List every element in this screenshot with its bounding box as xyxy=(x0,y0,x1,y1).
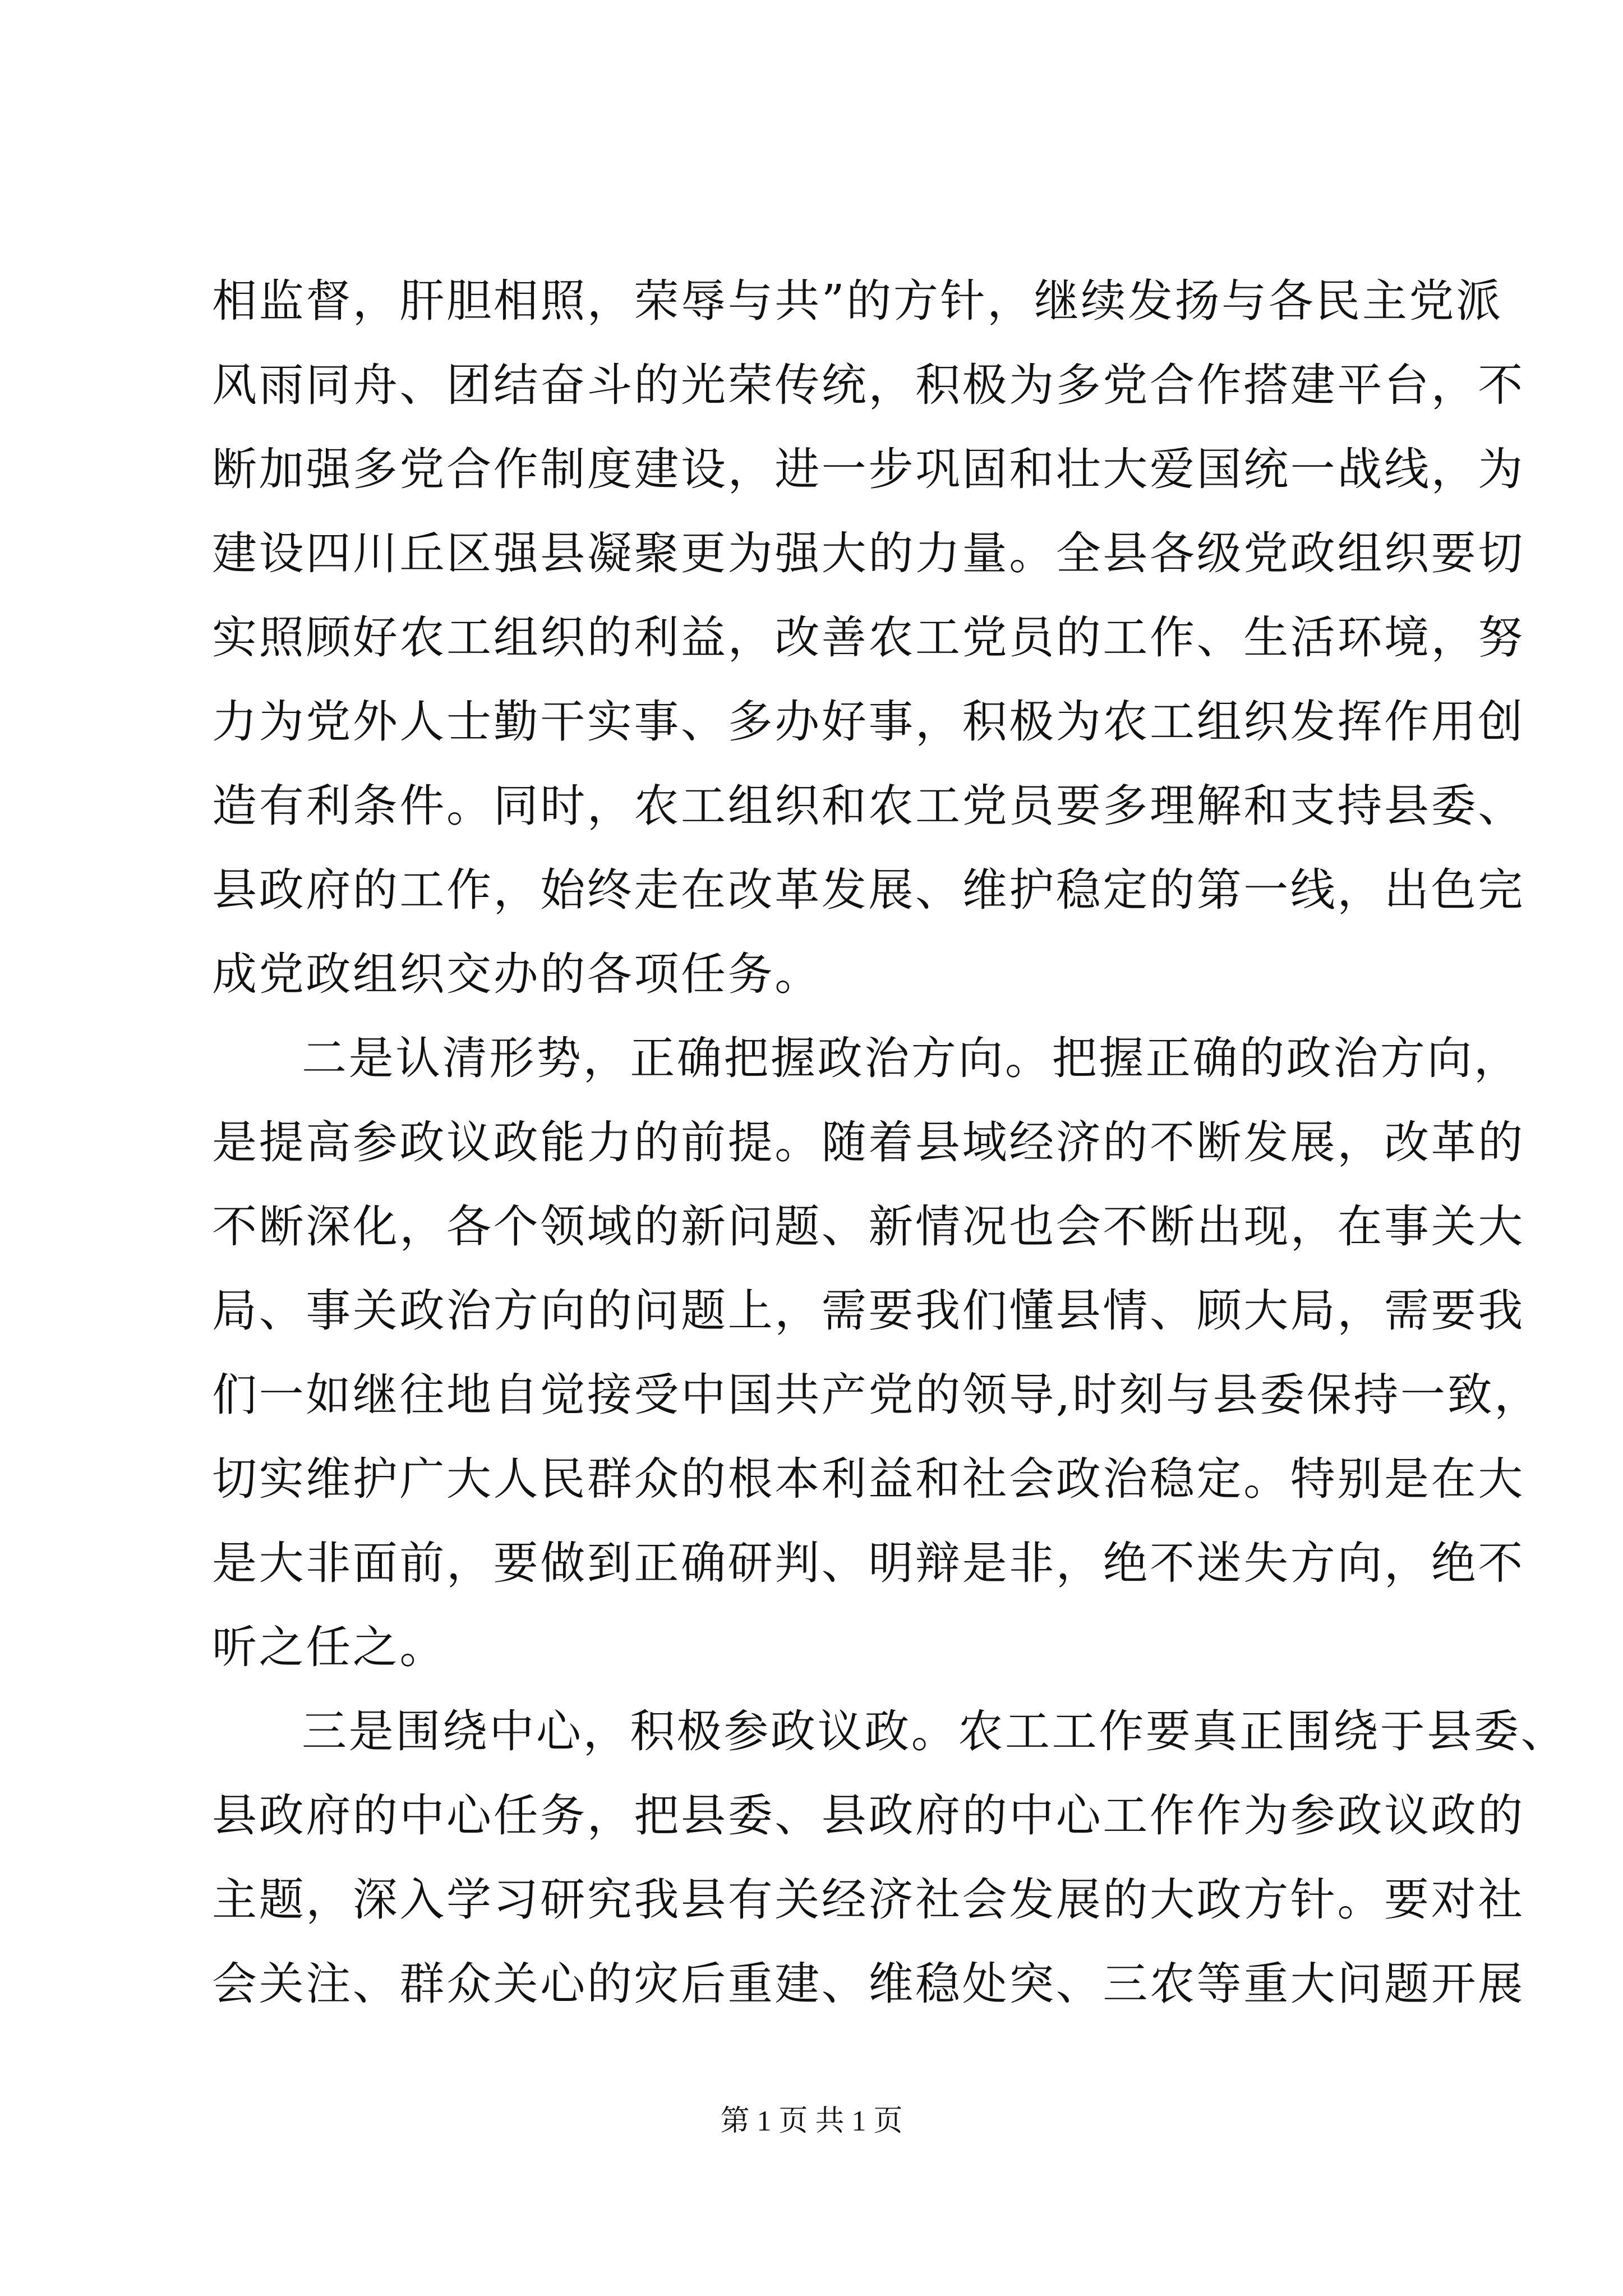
text-line: 实照顾好农工组织的利益，改善农工党员的工作、生活环境，努 xyxy=(212,611,1525,664)
text-line: 成党政组织交办的各项任务。 xyxy=(212,948,822,1000)
text-line: 县政府的中心任务，把县委、县政府的中心工作作为参政议政的 xyxy=(212,1789,1525,1842)
paragraph-political-direction xyxy=(212,1016,1541,1690)
text-line: 三是围绕中心，积极参政议政。农工工作要真正围绕于县委、 xyxy=(302,1705,1568,1757)
text-line: 造有利条件。同时，农工组织和农工党员要多理解和支持县委、 xyxy=(212,780,1525,832)
text-line: 听之任之。 xyxy=(212,1621,446,1673)
text-line: 断加强多党合作制度建设，进一步巩固和壮大爱国统一战线，为 xyxy=(212,443,1525,495)
document-body xyxy=(212,259,1568,2026)
text-line: 主题，深入学习研究我县有关经济社会发展的大政方针。要对社 xyxy=(212,1874,1525,1926)
text-line: 风雨同舟、团结奋斗的光荣传统，积极为多党合作搭建平台，不 xyxy=(212,359,1525,411)
text-line: 相监督，肝胆相照，荣辱与共”的方针，继续发扬与各民主党派 xyxy=(212,275,1503,327)
text-line: 是提高参政议政能力的前提。随着县域经济的不断发展，改革的 xyxy=(212,1116,1525,1168)
text-line: 局、事关政治方向的问题上，需要我们懂县情、顾大局，需要我 xyxy=(212,1285,1525,1337)
text-line: 会关注、群众关心的灾后重建、维稳处突、三农等重大问题开展 xyxy=(212,1958,1525,2010)
text-line: 建设四川丘区强县凝聚更为强大的力量。全县各级党政组织要切 xyxy=(212,527,1525,579)
paragraph-participation xyxy=(212,1690,1568,2026)
text-line: 们一如继往地自觉接受中国共产党的领导,时刻与县委保持一致， xyxy=(212,1369,1541,1421)
paragraph-continuation xyxy=(212,259,1525,1016)
page-number-footer: 第 1 页 共 1 页 xyxy=(720,2105,903,2137)
text-line: 力为党外人士勤干实事、多办好事，积极为农工组织发挥作用创 xyxy=(212,696,1525,748)
text-line: 县政府的工作，始终走在改革发展、维护稳定的第一线，出色完 xyxy=(212,864,1525,916)
text-line: 不断深化，各个领域的新问题、新情况也会不断出现，在事关大 xyxy=(212,1200,1525,1253)
text-line: 二是认清形势，正确把握政治方向。把握正确的政治方向， xyxy=(302,1032,1521,1084)
text-line: 切实维护广大人民群众的根本利益和社会政治稳定。特别是在大 xyxy=(212,1453,1525,1505)
text-line: 是大非面前，要做到正确研判、明辩是非，绝不迷失方向，绝不 xyxy=(212,1537,1525,1589)
